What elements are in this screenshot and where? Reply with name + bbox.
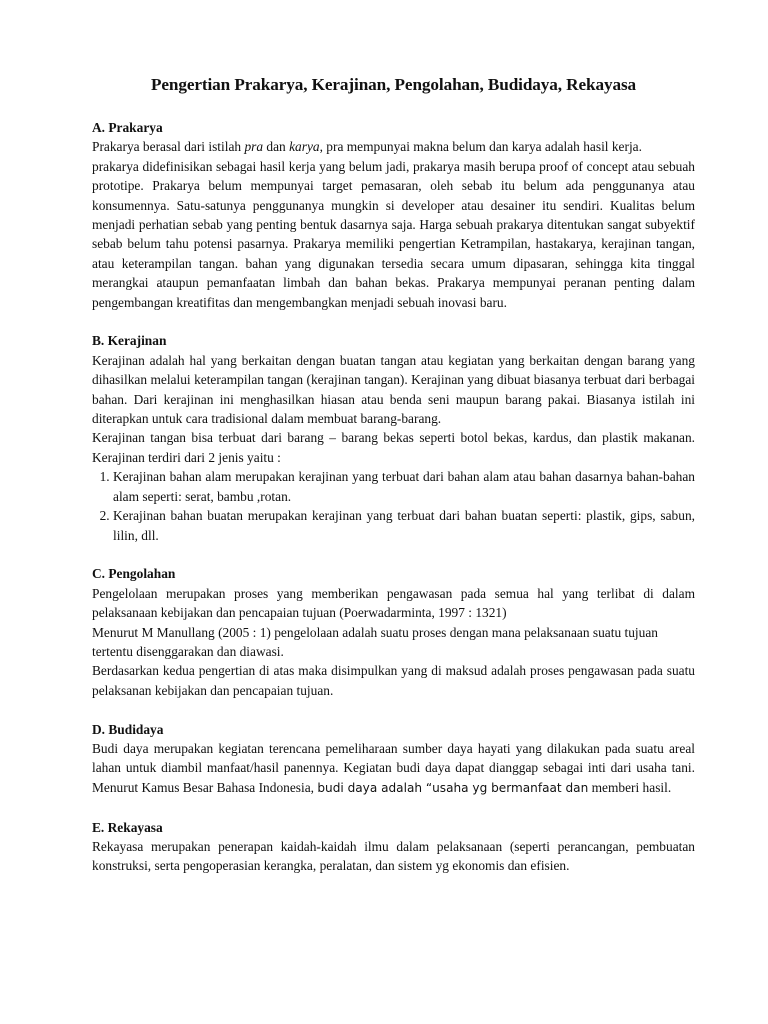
section-heading: B. Kerajinan bbox=[92, 333, 167, 349]
page-title: Pengertian Prakarya, Kerajinan, Pengolahan, Budidaya, Rekayasa bbox=[150, 75, 637, 94]
section-pengolahan bbox=[92, 564, 695, 700]
paragraph: Rekayasa merupakan penerapan kaidah-kaidah ilmu dalam pelaksanaan (seperti perancangan, pembuatan konstruksi, serta pengoperasian kerangka, peralatan, dan sistem yg ekonomis dan efisien. bbox=[92, 838, 695, 874]
term-pra: pra bbox=[244, 139, 264, 155]
section-rekayasa bbox=[92, 818, 695, 876]
paragraph: Kerajinan adalah hal yang berkaitan dengan buatan tangan atau kegiatan yang berkaitan dengan barang yang dihasilkan melalui keterampilan tangan (kerajinan tangan). Kerajinan yang dibuat biasanya terbuat dari berbagai bahan. Dari kerajinan ini menghasilkan hiasan atau benda seni maupun barang pakai. Biasanya istilah ini diterapkan untuk cara tradisional dalam membuat barang-barang. bbox=[92, 352, 695, 427]
paragraph: Budi daya merupakan kegiatan terencana pemeliharaan sumber daya hayati yang dilakukan pada suatu areal lahan untuk diambil manfaat/hasil panennya. Kegiatan budi daya dapat dianggap sebagai inti dari usaha tani. Menurut Kamus Besar Bahasa Indonesia, budi daya adalah “usaha yg bermanfaat dan memberi hasil. bbox=[92, 740, 695, 795]
section-heading: A. Prakarya bbox=[92, 120, 163, 135]
paragraph: Pengelolaan merupakan proses yang memberikan pengawasan pada semua hal yang terlibat di dalam pelaksanaan kebijakan dan pencapaian tujuan (Poerwadarminta, 1997 : 1321) bbox=[92, 585, 695, 621]
paragraph: prakarya didefinisikan sebagai hasil kerja yang belum jadi, prakarya masih berupa proof of concept atau sebuah prototipe. Prakarya belum mempunyai target pemasaran, oleh sebab itu belum ada penggunanya atau konsumennya. Satu-satunya penggunanya mungkin si developer atau desainer itu sendiri. Kualitas belum menjadi perhatian sebab yang penting bentuk dasarnya saja. Harga sebuah prakarya ditentukan sangat subyektif sebab belum tahu potensi pasarnya. Prakarya memiliki pengertian Ketrampilan, hastakarya, kerajinan tangan, atau keterampilan tangan. bahan yang digunakan tersedia secara umum dipasaran, sehingga kita tinggal merangkai ataupun pemanfaatan limbah dan bahan bekas. Prakarya mempunyai peranan penting dalam pengembangan kreatifitas dan mengembangkan menjadi sebuah inovasi baru. bbox=[92, 158, 695, 310]
list-item: 1. Kerajinan bahan alam merupakan kerajinan yang terbuat dari bahan alam atau bahan dasarnya bahan-bahan alam seperti: serat, bambu ,rotan. bbox=[113, 467, 695, 506]
section-prakarya bbox=[92, 118, 695, 312]
paragraph: Kerajinan tangan bisa terbuat dari barang – barang bekas seperti botol bekas, kardus, dan plastik makanan. Kerajinan terdiri dari 2 jenis yaitu : bbox=[92, 430, 695, 465]
sans-text-run: budi daya adalah “usaha yg bermanfaat dan bbox=[317, 780, 589, 795]
paragraph: Menurut M Manullang (2005 : 1) pengelolaan adalah suatu proses dengan mana pelaksanaan suatu tujuan tertentu disenggarakan dan diawasi. bbox=[92, 624, 658, 659]
section-heading: D. Budidaya bbox=[92, 721, 164, 737]
section-heading: C. Pengolahan bbox=[92, 566, 176, 582]
section-heading: E. Rekayasa bbox=[92, 819, 163, 835]
list-item: 2. Kerajinan bahan buatan merupakan kerajinan yang terbuat dari bahan buatan seperti: plastik, gips, sabun, lilin, dll. bbox=[113, 506, 695, 545]
section-kerajinan bbox=[92, 331, 695, 544]
term-karya: karya bbox=[289, 139, 320, 155]
paragraph: Berdasarkan kedua pengertian di atas maka disimpulkan yang di maksud adalah proses pengawasan pada suatu pelaksanan kebijakan dan pencapaian tujuan. bbox=[92, 663, 695, 698]
section-budidaya bbox=[92, 720, 695, 799]
numbered-list bbox=[92, 467, 695, 545]
paragraph: Prakarya berasal dari istilah pra dan karya, pra mempunyai makna belum dan karya adalah hasil kerja. bbox=[92, 139, 642, 155]
